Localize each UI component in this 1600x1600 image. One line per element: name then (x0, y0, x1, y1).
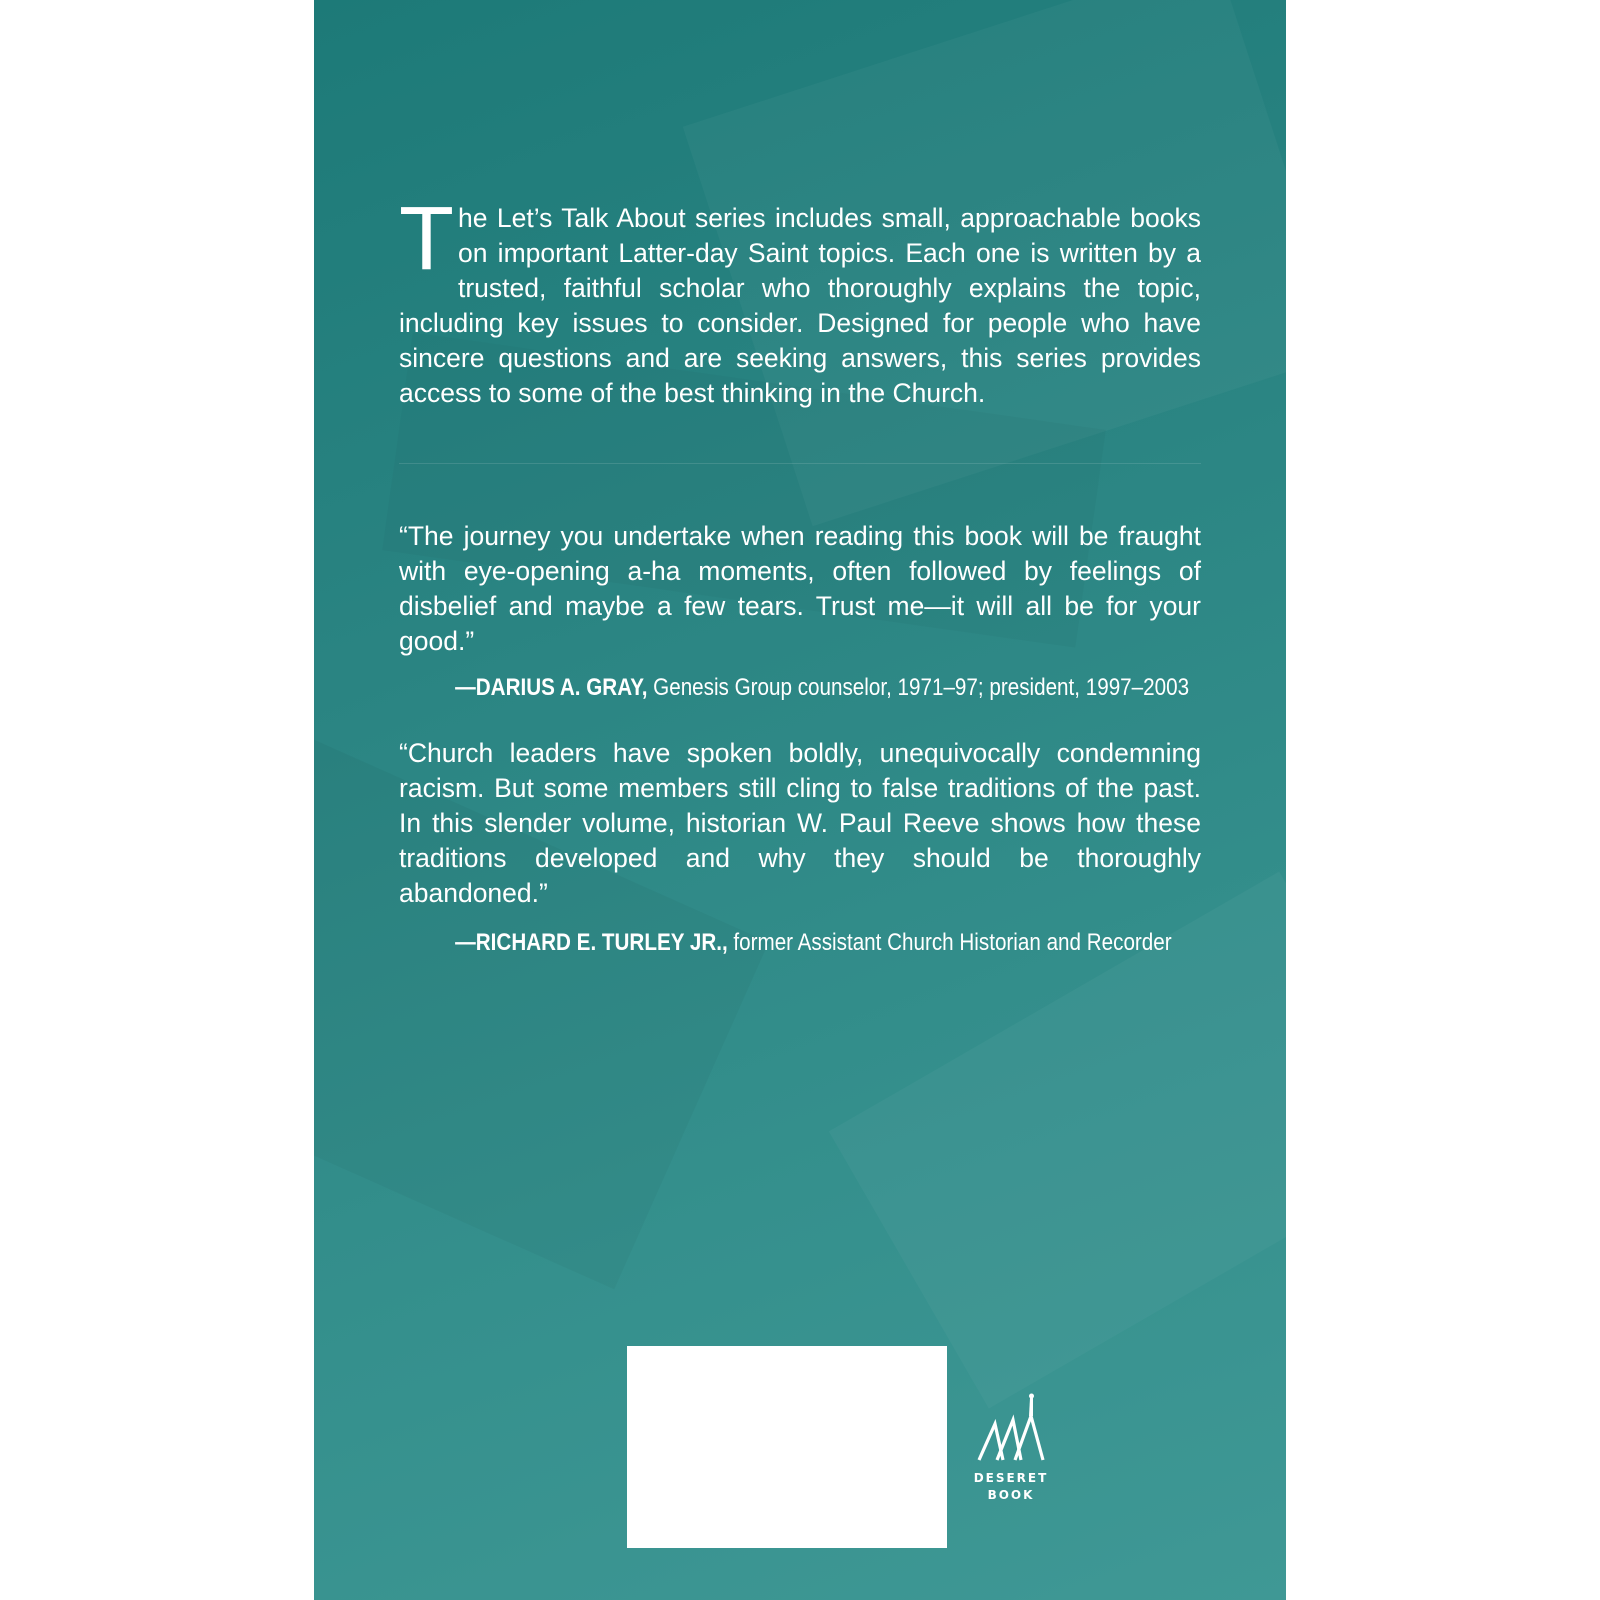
series-description-text: he Let’s Talk About series includes small, approachable books on important Latter-day Saint topics. Each one is written by a trusted, faithful scholar who thoroughly explains the topic, including key issues to consider. Designed for people who have sincere questions and are seeking answers, this series provides access to some of the best thinking in the Church. (399, 203, 1201, 408)
publisher-name-line-1: DESERET (973, 1471, 1049, 1485)
endorsement-attribution-1 (455, 674, 1190, 702)
publisher-name-line-2: BOOK (987, 1488, 1035, 1502)
drop-cap: T (399, 189, 454, 289)
endorsement-attribution-2 (455, 929, 1172, 957)
endorser-name-2: —RICHARD E. TURLEY JR., (455, 929, 728, 956)
endorsement-quote-2: “Church leaders have spoken boldly, unequivocally condemning racism. But some members still cling to false traditions of the past. In this slender volume, historian W. Paul Reeve shows how these traditions developed and why they should be thoroughly abandoned.” (399, 738, 1201, 908)
back-cover (314, 0, 1286, 1600)
endorser-name-1: —DARIUS A. GRAY, (455, 674, 648, 701)
barcode-area (627, 1346, 947, 1548)
series-description (399, 189, 1201, 411)
section-divider (399, 463, 1201, 464)
endorsement-quote-1: “The journey you undertake when reading this book will be fraught with eye-opening a-ha moments, often followed by feelings of disbelief and maybe a few tears. Trust me—it will all be for your good.” (399, 521, 1201, 656)
endorser-title-2: former Assistant Church Historian and Recorder (727, 929, 1172, 956)
publisher-logo (966, 1390, 1056, 1520)
publisher-name (966, 1470, 1056, 1504)
endorser-title-1: Genesis Group counselor, 1971–97; president, 1997–2003 (647, 674, 1190, 701)
deseret-book-logo-icon (973, 1390, 1049, 1466)
